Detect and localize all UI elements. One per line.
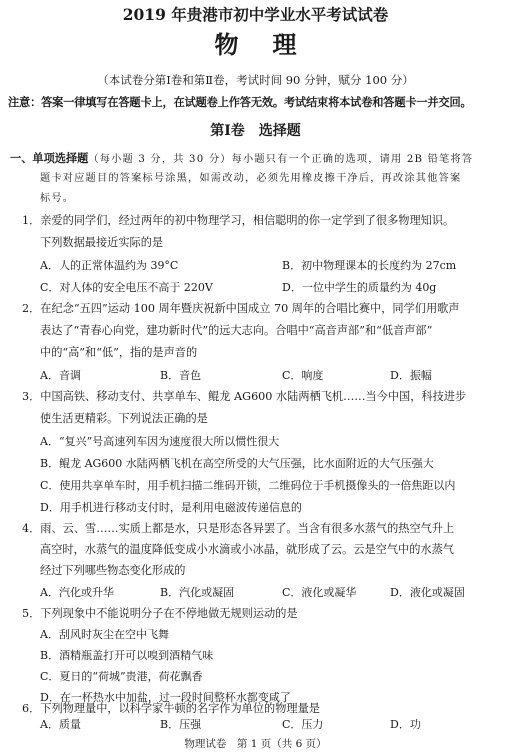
subject-title: 物理 [214, 30, 331, 59]
option-c: C．使用共享单车时，用手机扫描二维码开锁，二维码位于手机摄像头的一倍焦距以内 [40, 479, 456, 492]
option-c: C．夏日的“荷城”贵港，荷花飘香 [40, 670, 203, 683]
option-d: D．振幅 [390, 369, 432, 382]
part1-label: 一、单项选择题 [10, 152, 89, 165]
question-stem-line: 6．下列物理量中，以科学家牛顿的名字作为单位的物理量是 [22, 702, 320, 715]
option-a: A．音调 [40, 369, 81, 382]
option-b: B．鲲龙 AG600 水陆两栖飞机在高空所受的大气压强，比水面附近的大气压强大 [40, 457, 434, 470]
exam-notice: 注意：答案一律填写在答题卡上，在试题卷上作答无效。考试结束将本试卷和答题卡一并交回。 [8, 96, 472, 109]
option-d: D．功 [390, 718, 421, 731]
question-stem-line: 3．中国高铁、移动支付、共享单车、鲲龙 AG600 水陆两栖飞机……当今中国，科技进步 [22, 390, 467, 403]
option-a: A．人的正常体温约为 39°C [40, 259, 179, 272]
option-d: D．液化或凝固 [390, 586, 465, 599]
page-footer: 物理试卷 第 1 页（共 6 页） [184, 738, 327, 750]
option-c: C．响度 [282, 369, 324, 382]
option-c: C．液化或凝华 [282, 586, 357, 599]
question-stem-line: 高空时，水蒸气的温度降低变成小水滴或小冰晶，就形成了云。云是空气中的水蒸气 [40, 543, 454, 556]
question-stem-line: 5．下列现象中不能说明分子在不停地做无规则运动的是 [22, 607, 298, 620]
question-stem-line: 使生活更精彩。下列说法正确的是 [40, 412, 208, 425]
option-b: B．酒精瓶盖打开可以嗅到酒精气味 [40, 649, 214, 662]
question-stem-line: 2．在纪念“五四”运动 100 周年暨庆祝新中国成立 70 周年的合唱比赛中，同学们用歌声 [22, 302, 460, 315]
option-d: D．一位中学生的质量约为 40g [282, 281, 437, 294]
question-stem-line: 4．雨、云、雪……实质上都是水，只是形态各异罢了。当含有很多水蒸气的热空气升上 [22, 522, 455, 535]
option-c: C．压力 [282, 718, 324, 731]
section-title: 第Ⅰ卷 选择题 [210, 123, 301, 139]
option-c: C．对人体的安全电压不高于 220V [40, 281, 213, 294]
option-a: A．汽化或升华 [40, 586, 114, 599]
exam-info: （本试卷分第Ⅰ卷和第Ⅱ卷，考试时间 90 分钟，赋分 100 分） [97, 73, 414, 87]
question-stem-line: 中的“高”和“低”，指的是声音的 [40, 346, 198, 359]
question-stem-line: 下列数据最接近实际的是 [40, 236, 164, 249]
option-a: A．“复兴”号高速列车因为速度很大所以惯性很大 [40, 435, 280, 448]
option-d: D．用手机进行移动支付时，是利用电磁波传递信息的 [40, 501, 302, 514]
question-stem-line: 经过下列哪些物态变化形成的 [40, 564, 186, 577]
option-b: B．压强 [160, 718, 202, 731]
part1-line-1 [10, 152, 473, 167]
question-stem-line: 表达了“青春心向党，建功新时代”的远大志向。合唱中“高音声部”和“低音声部” [40, 324, 433, 337]
option-d: D．在一杯热水中加盐，过一段时间整杯水都变咸了 [40, 691, 291, 704]
question-stem-line: 1．亲爱的同学们，经过两年的初中物理学习，相信聪明的你一定学到了很多物理知识。 [22, 214, 455, 227]
option-a: A．质量 [40, 718, 81, 731]
part1-instruction-3: 标号。 [40, 193, 75, 204]
part1-instruction-2: 题卡对应题目的答案标号涂黑，如需改动，必须先用橡皮擦干净后，再改涂其他答案 [40, 173, 462, 184]
option-b: B．汽化或凝固 [160, 586, 235, 599]
option-a: A．刮风时灰尘在空中飞舞 [40, 628, 169, 641]
option-b: B．音色 [160, 369, 202, 382]
exam-title: 2019 年贵港市初中学业水平考试试卷 [122, 5, 389, 24]
part1-instruction-1: （每小题 3 分，共 30 分）每小题只有一个正确的选项，请用 2B 铅笔将答 [88, 154, 474, 165]
option-b: B．初中物理课本的长度约为 27cm [282, 259, 457, 272]
